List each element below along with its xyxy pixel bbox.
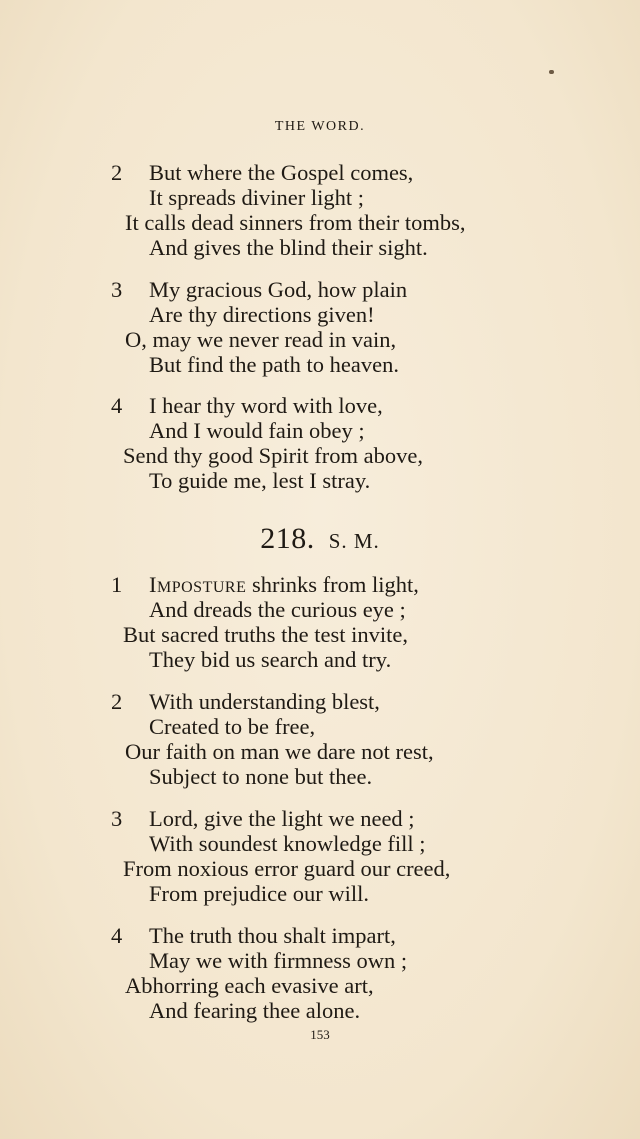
verse-line: May we with firmness own ;	[149, 948, 408, 973]
verse-line: Our faith on man we dare not rest,	[125, 739, 434, 764]
verse-line: From noxious error guard our creed,	[123, 856, 451, 881]
verse-line: But where the Gospel comes,	[149, 160, 414, 185]
stanza-number: 2	[111, 160, 123, 185]
page-number: 153	[310, 1027, 330, 1042]
verse-line-first	[149, 572, 419, 598]
stanza-number: 4	[111, 393, 123, 418]
verse-line: They bid us search and try.	[149, 647, 392, 672]
stanza-number: 2	[111, 689, 123, 714]
verse-line: With understanding blest,	[149, 689, 380, 714]
verse-line: I hear thy word with love,	[149, 393, 383, 418]
verse-line: Subject to none but thee.	[149, 764, 373, 789]
stanza-number: 3	[111, 277, 123, 302]
verse-line: Lord, give the light we need ;	[149, 806, 415, 831]
verse-line: Are thy directions given!	[149, 302, 375, 327]
verse-line: Created to be free,	[149, 714, 316, 739]
verse-line: From prejudice our will.	[149, 881, 369, 906]
ink-speck	[549, 70, 554, 74]
verse-line: And I would fain obey ;	[149, 418, 365, 443]
verse-line: But sacred truths the test invite,	[123, 622, 408, 647]
verse-line: But find the path to heaven.	[149, 352, 399, 377]
stanza-number: 1	[111, 572, 123, 597]
first-word: Imposture	[149, 572, 247, 597]
verse-line: O, may we never read in vain,	[125, 327, 397, 352]
verse-line: And fearing thee alone.	[149, 998, 361, 1023]
running-header: THE WORD.	[274, 119, 366, 134]
first-line-rest: shrinks from light,	[246, 572, 419, 597]
verse-line: To guide me, lest I stray.	[149, 468, 371, 493]
verse-line: My gracious God, how plain	[149, 277, 408, 302]
stanza-number: 4	[111, 923, 123, 948]
verse-line: And dreads the curious eye ;	[149, 597, 406, 622]
stanza-number: 3	[111, 806, 123, 831]
verse-line: With soundest knowledge fill ;	[149, 831, 426, 856]
hymn-title	[0, 522, 640, 556]
verse-line: It spreads diviner light ;	[149, 185, 364, 210]
hymn-number: 218.	[260, 522, 315, 555]
verse-line: It calls dead sinners from their tombs,	[125, 210, 466, 235]
hymn-meter: S. M.	[328, 529, 380, 553]
verse-line: Send thy good Spirit from above,	[123, 443, 423, 468]
verse-line: And gives the blind their sight.	[149, 235, 428, 260]
verse-line: The truth thou shalt impart,	[149, 923, 396, 948]
verse-line: Abhorring each evasive art,	[125, 973, 374, 998]
